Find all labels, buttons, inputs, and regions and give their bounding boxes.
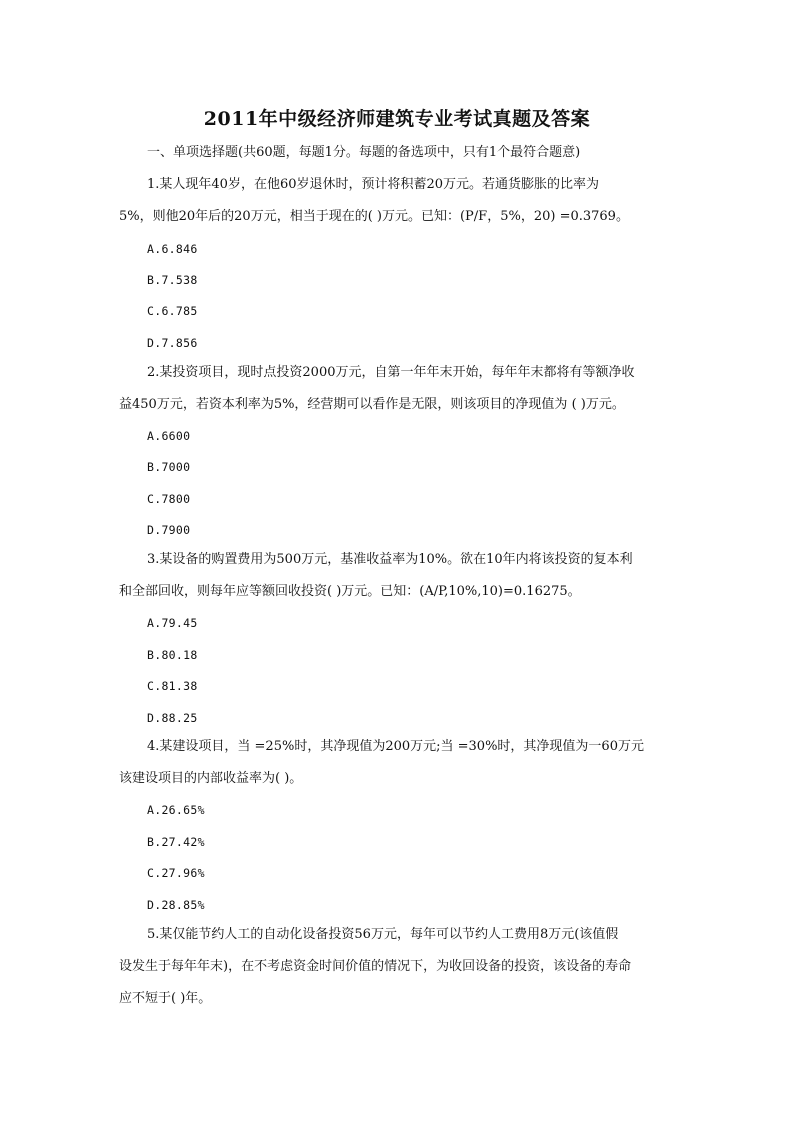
question-2-line-2: 益450万元，若资本利率为5%，经营期可以看作是无限，则该项目的净现值为 ( )万元。	[119, 397, 625, 412]
section-header: 一、单项选择题(共60题，每题1分。每题的备选项中，只有1个最符合题意)	[147, 145, 581, 160]
question-5-line-1: 5.某仅能节约人工的自动化设备投资56万元，每年可以节约人工费用8万元(该值假	[147, 927, 619, 942]
question-3-option-b: B.80.18	[147, 648, 198, 662]
question-3-option-a: A.79.45	[147, 616, 198, 630]
question-3-line-2: 和全部回收，则每年应等额回收投资( )万元。已知：(A/P,10%,10)=0.16275。	[119, 584, 581, 599]
question-2-option-a: A.6600	[147, 429, 191, 443]
question-3-option-c: C.81.38	[147, 679, 198, 693]
question-4-line-1: 4.某建设项目，当 =25%时，其净现值为200万元;当 =30%时，其净现值为一60万元	[147, 739, 644, 754]
question-1-option-c: C.6.785	[147, 304, 198, 318]
question-4-line-2: 该建设项目的内部收益率为( )。	[119, 771, 303, 786]
question-2-line-1: 2.某投资项目，现时点投资2000万元，自第一年年末开始，每年年末都将有等额净收	[147, 365, 635, 380]
page-title: 2011年中级经济师建筑专业考试真题及答案	[203, 108, 591, 130]
question-1-option-a: A.6.846	[147, 242, 198, 256]
question-1-line-2: 5%，则他20年后的20万元，相当于现在的( )万元。已知：(P/F，5%，20) =0.3769。	[119, 209, 629, 224]
question-2-option-d: D.7900	[147, 523, 191, 537]
question-4-option-c: C.27.96%	[147, 866, 205, 880]
question-3-line-1: 3.某设备的购置费用为500万元，基准收益率为10%。欲在10年内将该投资的复本利	[147, 552, 633, 567]
question-3-option-d: D.88.25	[147, 711, 198, 725]
question-4-option-d: D.28.85%	[147, 898, 205, 912]
question-2-option-c: C.7800	[147, 492, 191, 506]
question-1-option-d: D.7.856	[147, 336, 198, 350]
question-1-option-b: B.7.538	[147, 273, 198, 287]
question-5-line-2: 设发生于每年年末)，在不考虑资金时间价值的情况下，为收回设备的投资，该设备的寿命	[119, 959, 632, 974]
question-2-option-b: B.7000	[147, 460, 191, 474]
question-4-option-a: A.26.65%	[147, 803, 205, 817]
question-4-option-b: B.27.42%	[147, 835, 205, 849]
question-1-line-1: 1.某人现年40岁，在他60岁退休时，预计将积蓄20万元。若通货膨胀的比率为	[147, 177, 600, 192]
question-5-line-3: 应不短于( )年。	[119, 991, 212, 1006]
